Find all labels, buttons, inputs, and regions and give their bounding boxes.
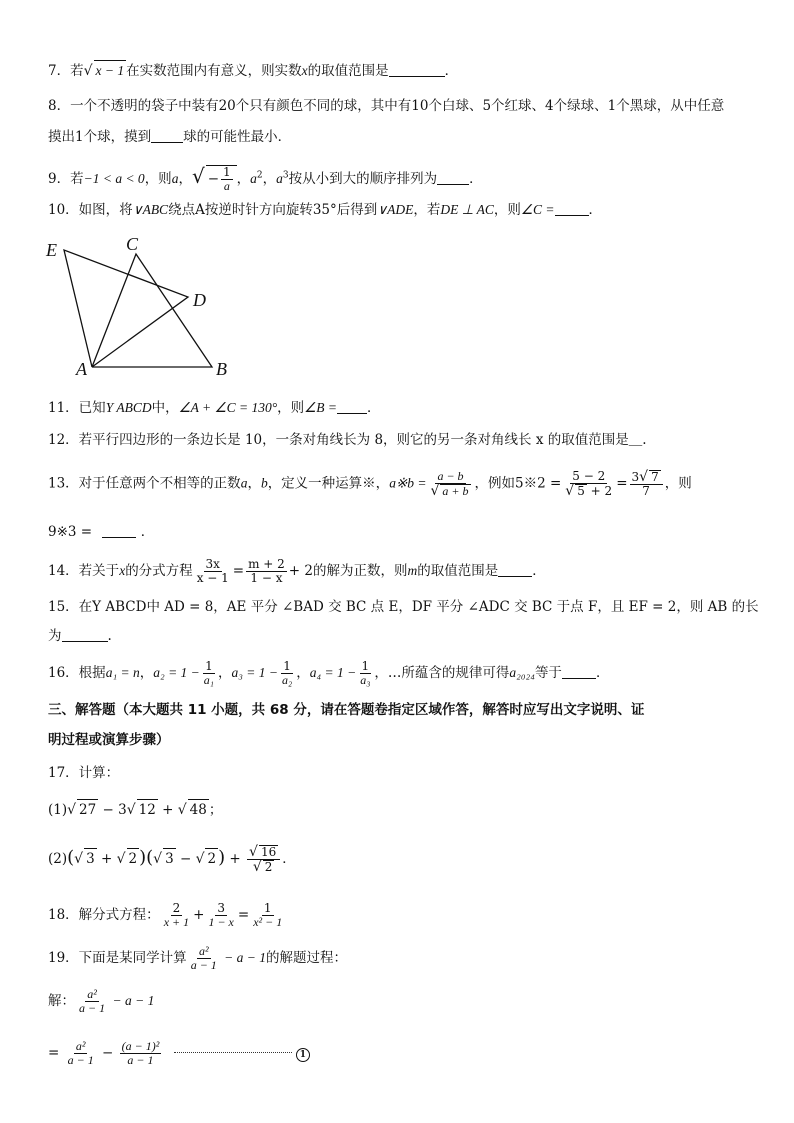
question-13-line2: 9※3 = ． [48,524,155,540]
step-marker-1: 1 [296,1048,310,1062]
question-15-line1: 15．在Y ABCD中 AD = 8，AE 平分 ∠BAD 交 BC 点 E，DF 平分 ∠ADC 交 BC 于点 F，且 EF = 2，则 AB 的长 [48,599,759,615]
answer-blank [102,523,136,538]
question-13: 13．对于任意两个不相等的正数a，b，定义一种运算※，a※b = $\frac{a - b}{√ a + b}$ ，例如5※2 = $\frac{5 - 2}{√ 5 + 2}$ = $\frac{3√ 7}{7}$ ，则 [48,469,692,499]
dotted-leader [174,1052,292,1053]
triangle-rotation-figure [40,230,240,380]
label-a: A [76,359,87,379]
question-12: 12．若平行四边形的一条边长是 10，一条对角线长为 8，则它的另一条对角线长 x 的取值范围是＿. [48,432,647,448]
section-3-heading-line2: 明过程或演算步骤） [48,732,170,748]
question-9: 9．若−1 < a < 0，则a，√ − $\frac{1}{a}$ ，$a^2$，$a^3$按从小到大的顺序排列为 ． [48,164,483,193]
question-19: 19．下面是某同学计算 $\frac{\text{a²}}{a - 1}$ − a − 1的解题过程： [48,944,348,972]
answer-blank [437,170,469,185]
triangle-abc [92,254,212,367]
question-10: 10．如图，将∨ABC绕点A按逆时针方向旋转35°后得到∨ADE，若DE ⊥ AC，则∠C = ． [48,202,602,218]
question-19-step1: = $\frac{\text{a²}}{a - 1}$ − $\frac{\text{(a − 1)²}}{a - 1}$ 1 [48,1040,310,1067]
question-15-line2: 为 . [48,628,112,644]
question-16: 16．根据a₁ = n，a₂ = 1 − $\frac{1}{\text{a₁}}$ ，a₃ = 1 − $\frac{1}{\text{a₂}}$ ，a₄ = 1 − $\frac{1}{\text{a₃}}$ ，…所蕴含的规律可得a₂₀₂₄等于 ． [48,659,610,687]
answer-blank [389,62,445,77]
answer-blank [337,399,367,414]
answer-blank [151,128,183,143]
question-11: 11．已知Y ABCD中，∠A + ∠C = 130°，则∠B = ． [48,400,381,416]
answer-blank [62,627,108,642]
question-19-solution: 解： $\frac{\text{a²}}{a - 1}$ − a − 1 [48,987,155,1015]
label-d: D [193,290,206,310]
triangle-ade [64,250,188,367]
question-8-line2: 摸出1个球，摸到 球的可能性最小． [48,129,292,145]
question-17-part2: (2)(√ 3 + √ 2 )(√ 3 − √ 2 ) + $\frac{√ 16}{√ 2}$ ． [48,844,296,875]
answer-blank [498,562,532,577]
question-17-part1: (1)√ 27 − 3√ 12 + √ 48 ； [48,799,222,820]
answer-blank [562,664,596,679]
label-b: B [216,359,227,379]
question-18: 18．解分式方程： $\frac{2}{x + 1}$ + $\frac{3}{1 - x}$ = $\frac{1}{\text{x² − 1}}$ [48,901,283,929]
question-14: 14．若关于x的分式方程 $\frac{3x}{x - 1}$ = $\frac{m + 2}{1 - x}$ + 2的解为正数，则m的取值范围是 ． [48,557,546,585]
label-c: C [126,234,139,254]
question-17-title: 17．计算： [48,765,120,781]
section-3-heading-line1: 三、解答题（本大题共 11 小题，共 68 分，请在答题卷指定区域作答，解答时应写出文字说明、证 [48,702,645,718]
question-7: 7．若√ x − 1 在实数范围内有意义，则实数x的取值范围是 ． [48,60,458,81]
label-e: E [46,240,57,260]
question-8-line1: 8．一个不透明的袋子中装有20个只有颜色不同的球，其中有10个白球、5个红球、4个绿球、1个黑球，从中任意 [48,98,725,114]
sqrt-symbol: √ [83,63,93,79]
sqrt-symbol: √ [191,164,205,188]
answer-blank [555,201,589,216]
